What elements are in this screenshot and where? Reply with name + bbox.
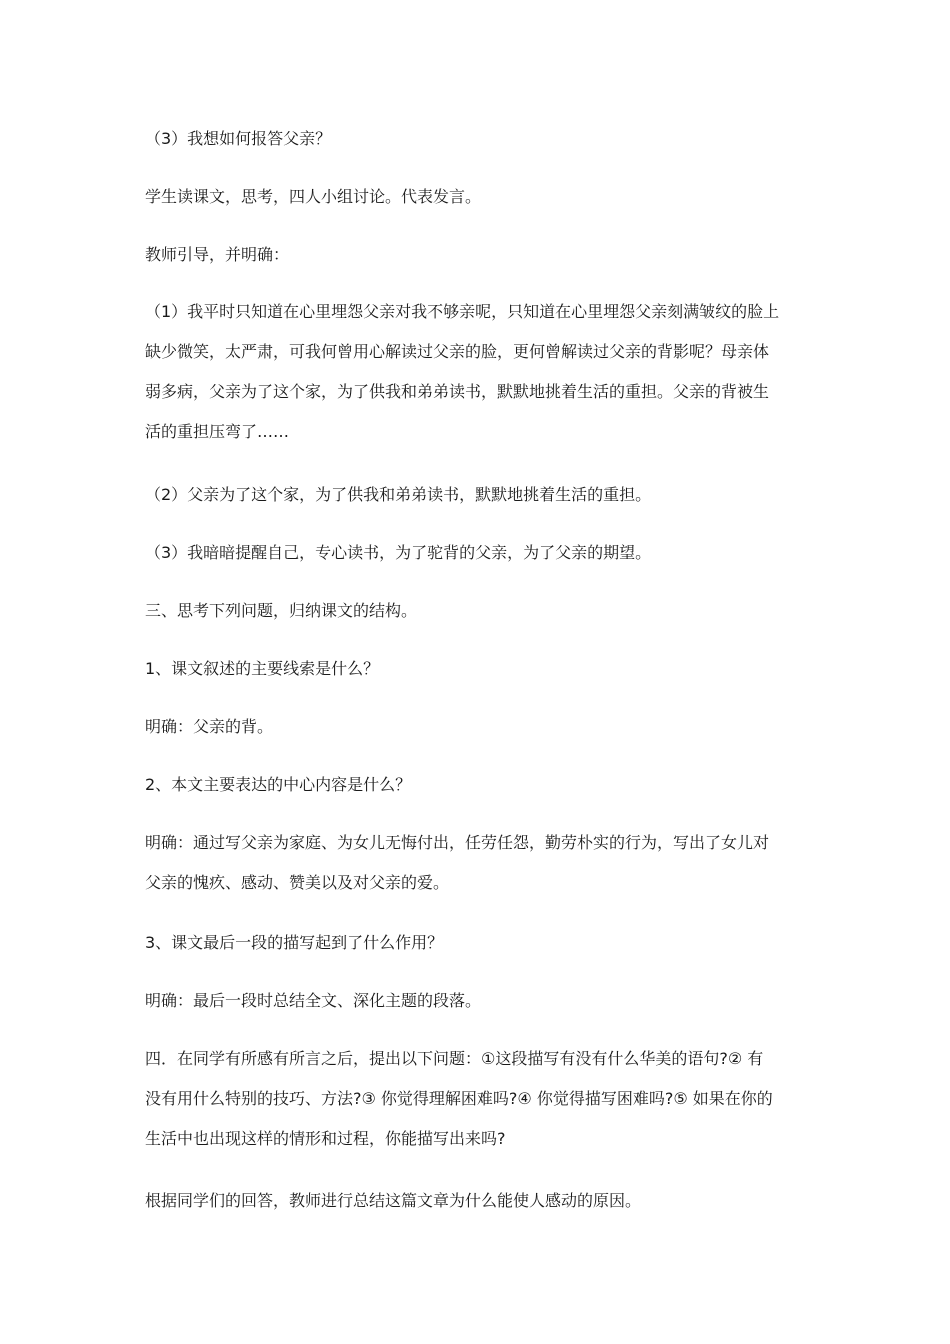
answer-2 [145, 832, 815, 912]
paragraph-line: 生活中也出现这样的情形和过程，你能描写出来吗? [145, 1129, 506, 1148]
paragraph-summary: 根据同学们的回答，教师进行总结这篇文章为什么能使人感动的原因。 [145, 1191, 642, 1210]
section-heading-4 [145, 1048, 815, 1168]
paragraph-line: 四．在同学有所感有所言之后，提出以下问题：①这段描写有没有什么华美的语句?② 有 [145, 1049, 764, 1068]
paragraph-line: 弱多病，父亲为了这个家，为了供我和弟弟读书，默默地挑着生活的重担。父亲的背被生 [145, 382, 770, 401]
answer-1: 明确：父亲的背。 [145, 717, 274, 736]
paragraph-line: 没有用什么特别的技巧、方法?③ 你觉得理解困难吗?④ 你觉得描写困难吗?⑤ 如果在你的 [145, 1089, 773, 1108]
paragraph-answer-1 [145, 301, 815, 461]
paragraph-line: 缺少微笑，太严肃，可我何曾用心解读过父亲的脸，更何曾解读过父亲的背影呢？母亲体 [145, 342, 770, 361]
question-3: 3、课文最后一段的描写起到了什么作用？ [145, 933, 444, 952]
paragraph-teacher-guide: 教师引导，并明确： [145, 245, 290, 264]
paragraph-line: 明确：通过写父亲为家庭、为女儿无悔付出，任劳任怨，勤劳朴实的行为，写出了女儿对 [145, 833, 770, 852]
answer-3: 明确：最后一段时总结全文、深化主题的段落。 [145, 991, 482, 1010]
paragraph-answer-3: （3）我暗暗提醒自己，专心读书，为了驼背的父亲，为了父亲的期望。 [145, 543, 652, 562]
question-1: 1、课文叙述的主要线索是什么？ [145, 659, 380, 678]
paragraph-line: 活的重担压弯了…… [145, 422, 290, 441]
section-heading-3: 三、思考下列问题，归纳课文的结构。 [145, 601, 418, 620]
paragraph-line: 父亲的愧疚、感动、赞美以及对父亲的爱。 [145, 873, 450, 892]
paragraph-line: （1）我平时只知道在心里埋怨父亲对我不够亲呢，只知道在心里埋怨父亲刻满皱纹的脸上 [145, 302, 780, 321]
paragraph-answer-2: （2）父亲为了这个家，为了供我和弟弟读书，默默地挑着生活的重担。 [145, 485, 652, 504]
paragraph-student-activity: 学生读课文，思考，四人小组讨论。代表发言。 [145, 187, 482, 206]
paragraph-question-3: （3）我想如何报答父亲？ [145, 129, 332, 148]
question-2: 2、本文主要表达的中心内容是什么？ [145, 775, 412, 794]
